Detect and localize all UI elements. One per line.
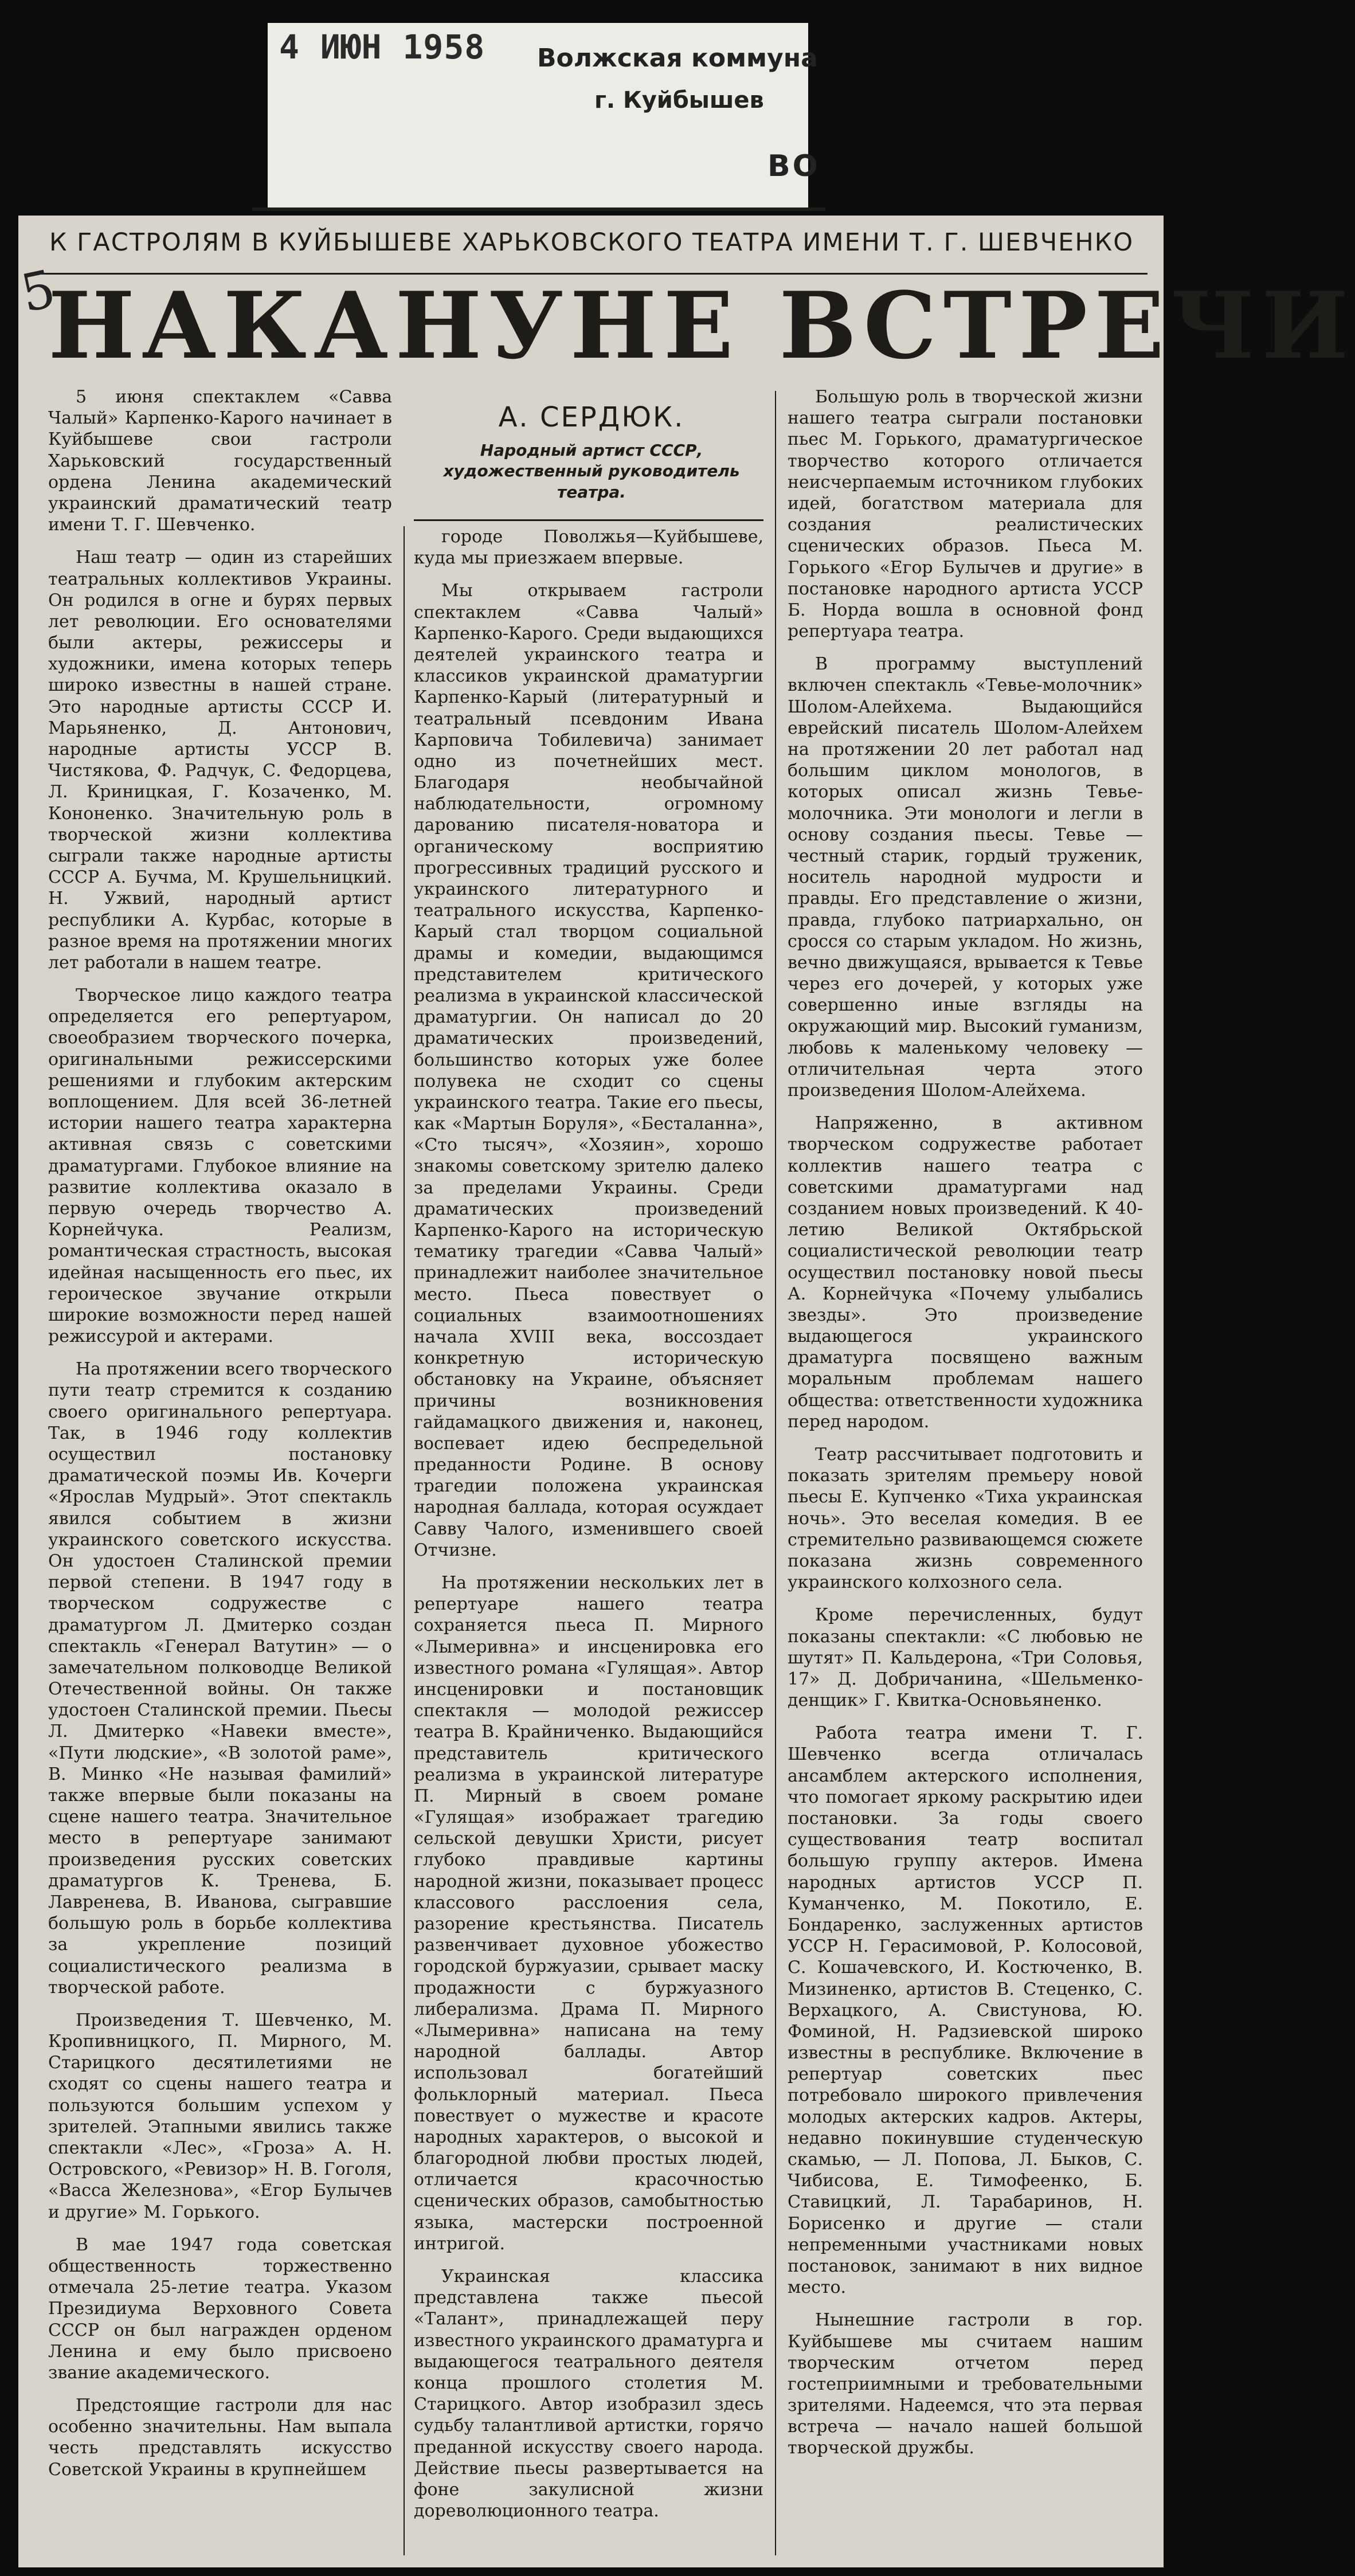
paragraph: В программу выступлений включен спектакль «Тевье-молочник» Шолом-Алейхема. Выдающийся еврейский писатель Шолом-Алейхем на протяжении 20 лет работал над большим циклом монологов, в которых описал жизнь Тевье-молочника. Эти монологи и легли в основу создания пьесы. Тевье — честный старик, гордый труженик, носитель народной мудрости и правды. Его представление о жизни, правда, глубоко патриархально, он сросся со старым укладом. Но жизнь, вечно движущаяся, врывается к Тевье через его дочерей, у которых уже совершенно иные взгляды на окружающий мир. Высокий гуманизм, любовь к маленькому человеку — отличительная черта этого произведения Шолом-Алейхема.	[788, 654, 1143, 1101]
paragraph: Наш театр — один из старейших театральных коллективов Украины. Он родился в огне и бурях первых лет революции. Его основателями были актеры, режиссеры и художники, имена которых теперь широко известны в нашей стране. Это народные артисты СССР И. Марьяненко, Д. Антонович, народные артисты УССР В. Чистякова, Ф. Радчук, С. Федорцева, Л. Криницкая, Г. Козаченко, М. Кононенко. Значительную роль в творческой жизни коллектива сыграли также народные артисты СССР А. Бучма, М. Крушельницкий. Н. Ужвий, народный артист республики А. Курбас, которые в разное время на протяжении многих лет работали в нашем театре.	[48, 547, 392, 973]
paragraph: Напряженно, в активном творческом содружестве работает коллектив нашего театра с советскими драматургами над созданием новых произведений. К 40-летию Великой Октябрьской социалистической революции театр осуществил постановку новой пьесы А. Корнейчука «Почему улыбались звезды». Это произведение выдающегося украинского драматурга посвящено важным моральным проблемам нашего общества: ответственности художника перед народом.	[788, 1113, 1143, 1432]
paragraph: На протяжении нескольких лет в репертуаре нашего театра сохраняется пьеса П. Мирного «Лымеривна» и инсценировка его известного романа «Гулящая». Автор инсценировки и постановщик спектакля — молодой режиссер театра В. Крайниченко. Выдающийся представитель критического реализма в украинской литературе П. Мирный в своем романе «Гулящая» изображает трагедию сельской девушки Христи, рисует глубоко правдивые картины народной жизни, показывает процесс классового расслоения села, разорение крестьянства. Писатель развенчивает духовное убожество городской буржуазии, срывает маску продажности с буржуазного либерализма. Драма П. Мирного «Лымеривна» написана на тему народной баллады. Автор использовал богатейший фольклорный материал. Пьеса повествует о мужестве и красоте народных характеров, о высокой и благородной любви простых людей, отличается красочностью сценических образов, самобытностью языка, мастерски построенной интригой.	[414, 1573, 763, 2254]
paragraph: Кроме перечисленных, будут показаны спектакли: «С любовью не шутят» П. Кальдерона, «Три Соловья, 17» Д. Добричанина, «Шельменко-денщик» Г. Квитка-Основьяненко.	[788, 1605, 1143, 1711]
author-name: А. СЕРДЮК.	[498, 401, 685, 433]
paragraph: Нынешние гастроли в гор. Куйбышеве мы считаем нашим творческим отчетом перед гостеприимными и требовательными зрителями. Надеемся, что эта первая встреча — начало нашей большой творческой дружбы.	[788, 2310, 1143, 2458]
kicker-line: К ГАСТРОЛЯМ В КУЙБЫШЕВЕ ХАРЬКОВСКОГО ТЕАТРА ИМЕНИ Т. Г. ШЕВЧЕНКО	[49, 228, 1134, 257]
newspaper-clipping	[15, 216, 1355, 2567]
paragraph: Творческое лицо каждого театра определяется его репертуаром, своеобразием творческого почерка, оригинальными режиссерскими решениями и глубоким актерским воплощением. Для всей 36-летней истории нашего театра характерна активная связь с советскими драматургами. Глубокое влияние на развитие коллектива оказало в первую очередь творчество А. Корнейчука. Реализм, романтическая страстность, высокая идейная насыщенность его пьес, их героическое звучание открыли широкие возможности перед нашей режиссурой и актерами.	[48, 985, 392, 1347]
paragraph: Произведения Т. Шевченко, М. Кропивницкого, П. Мирного, М. Старицкого десятилетиями не сходят со сцены нашего театра и пользуются большим успехом у зрителей. Этапными явились также спектакли «Лес», «Гроза» А. Н. Островского, «Ревизор» Н. В. Гоголя, «Васса Железнова», «Егор Булычев и другие» М. Горького.	[48, 2010, 392, 2222]
stamp-date: 4 ИЮН 1958	[279, 28, 485, 66]
paragraph: В мае 1947 года советская общественность торжественно отмечала 25-летие театра. Указом Президиума Верховного Совета СССР он был награжден орденом Ленина и ему было присвоено звание академического.	[48, 2234, 392, 2383]
author-role: Народный артист СССР, художественный руководитель театра.	[443, 441, 740, 502]
paragraph: На протяжении всего творческого пути театр стремится к созданию своего оригинального репертуара. Так, в 1946 году коллектив осуществил постановку драматической поэмы Ив. Кочерги «Ярослав Мудрый». Этот спектакль явился событием в жизни украинского советского искусства. Он удостоен Сталинской премии первой степени. В 1947 году в творческом содружестве с драматургом Л. Дмитерко создан спектакль «Генерал Ватутин» — о замечательном полководце Великой Отечественной войны. Он также удостоен Сталинской премии. Пьесы Л. Дмитерко «Навеки вместе», «Пути людские», «В золотой раме», В. Минко «Не называя фамилий» также впервые были показаны на сцене нашего театра. Значительное место в репертуаре занимают произведения русских советских драматургов К. Тренева, Б. Лавренева, В. Иванова, сыгравшие большую роль в борьбе коллектива за укрепление позиций социалистического реализма в творческой работе.	[48, 1359, 392, 1998]
byline	[414, 401, 769, 503]
stamp-city: г. Куйбышев	[594, 87, 764, 113]
paragraph: городе Поволжья—Куйбышеве, куда мы приезжаем впервые.	[414, 527, 763, 569]
paragraph: Театр рассчитывает подготовить и показать зрителям премьеру новой пьесы Е. Купченко «Тиха украинская ночь». Это веселая комедия. В ее стремительно развивающемся сюжете показана жизнь современного украинского колхозного села.	[788, 1444, 1143, 1593]
archive-stamp	[268, 23, 820, 208]
paragraph: Мы открываем гастроли спектаклем «Савва Чалый» Карпенко-Карого. Среди выдающихся деятелей украинского театра и классиков украинской драматургии Карпенко-Карый (литературный и театральный псевдоним Ивана Карповича Тобилевича) занимает одно из почетнейших мест. Благодаря необычайной наблюдательности, огромному дарованию писателя-новатора и органическому восприятию прогрессивных традиций русского и украинского литературного и театрального искусства, Карпенко-Карый стал творцом социальной драмы и комедии, выдающимся представителем критического реализма в украинской классической драматургии. Он написал до 20 драматических произведений, большинство которых уже более полувека не сходит со сцены украинского театра. Такие его пьесы, как «Мартын Боруля», «Бесталанна», «Сто тысяч», «Хозяин», хорошо знакомы советскому зрителю далеко за пределами Украины. Среди драматических произведений Карпенко-Карого на историческую тематику трагедии «Савва Чалый» принадлежит наиболее значительное место. Пьеса повествует о социальных взаимоотношениях начала XVIII века, воссоздает конкретную историческую обстановку на Украине, объясняет причины возникновения гайдамацкого движения и, наконец, воспевает идею беспредельной преданности Родине. В основу трагедии положена украинская народная баллада, которая осуждает Савву Чалого, изменившего своей Отчизне.	[414, 581, 763, 1560]
article-column-1	[48, 386, 392, 2492]
paragraph: 5 июня спектаклем «Савва Чалый» Карпенко-Карого начинает в Куйбышеве свои гастроли Харьковский государственный ордена Ленина академический украинский драматический театр имени Т. Г. Шевченко.	[48, 387, 392, 535]
column-divider-2	[775, 391, 776, 2555]
article-column-2	[414, 526, 763, 2533]
column-divider-1	[404, 526, 405, 2555]
paragraph: Предстоящие гастроли для нас особенно значительны. Нам выпала честь представлять искусство Советской Украины в крупнейшем	[48, 2395, 392, 2480]
paragraph: Работа театра имени Т. Г. Шевченко всегда отличалась ансамблем актерского исполнения, что помогает яркому раскрытию идеи постановки. За годы своего существования театр воспитал большую группу актеров. Имена народных артистов УССР П. Куманченко, М. Покотило, Е. Бондаренко, заслуженных артистов УССР Н. Герасимовой, Р. Колосовой, С. Кошачевского, И. Костюченко, В. Мизиненко, артистов В. Стеценко, С. Верхацкого, А. Свистунова, Ю. Фоминой, Н. Радзиевской широко известны в республике. Включение в репертуар советских пьес потребовало широкого привлечения молодых актерских кадров. Актеры, недавно покинувшие студенческую скамью, — Л. Попова, Л. Быков, С. Чибисова, Е. Тимофеенко, Б. Ставицкий, Л. Тарабаринов, Н. Борисенко и другие — стали непременными участниками новых постановок, занимают в них видное место.	[788, 1723, 1143, 2298]
stamp-fragment: ВО	[767, 149, 820, 183]
byline-rule	[414, 519, 763, 521]
paragraph: Большую роль в творческой жизни нашего театра сыграли постановки пьес М. Горького, драматургическое творчество которого отличается неисчерпаемым источником глубоких идей, богатством материала для создания реалистических сценических образов. Пьеса М. Горького «Егор Булычев и другие» в постановке народного артиста УССР Б. Норда вошла в основной фонд репертуара театра.	[788, 387, 1143, 642]
headline: НАКАНУНЕ ВСТРЕЧИ	[48, 272, 1355, 379]
handwritten-mark: 5	[15, 259, 61, 324]
article-column-3	[788, 386, 1143, 2471]
stamp-newspaper-name: Волжская коммуна	[537, 44, 818, 73]
paragraph: Украинская классика представлена также пьесой «Талант», принадлежащей перу известного украинского драматурга и выдающегося театрального деятеля конца прошлого столетия М. Старицкого. Автор изобразил здесь судьбу талантливой артистки, горячо преданной искусству своего народа. Действие пьесы развертывается на фоне закулисной жизни дореволюционного театра.	[414, 2266, 763, 2522]
